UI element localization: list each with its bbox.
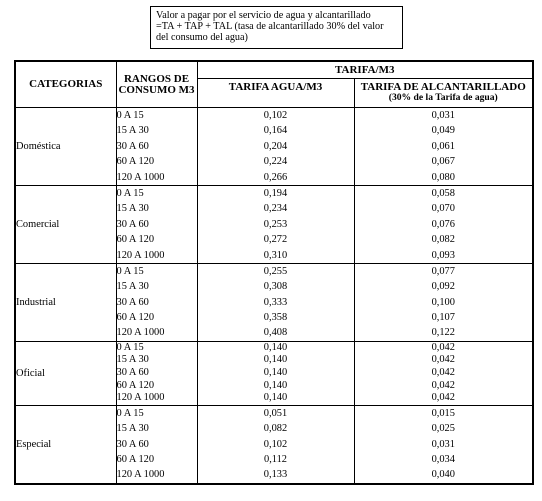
alcantarillado-value: 0,077 [431,265,455,277]
formula-note-line: Valor a pagar por el servicio de agua y alcantarillado [156,10,371,21]
range-value: 60 A 120 [116,312,155,324]
header-rangos [116,61,197,108]
range-value: 15 A 30 [116,281,149,293]
range-value: 30 A 60 [116,296,149,308]
range-cell [116,263,197,341]
header-rangos-line2: CONSUMO M3 [118,83,195,96]
range-value: 60 A 120 [116,234,155,246]
range-value: 15 A 30 [116,203,149,215]
range-value: 60 A 120 [116,454,155,465]
agua-value: 0,164 [263,125,288,137]
agua-cell [197,341,354,405]
alcantarillado-value: 0,122 [431,327,455,339]
range-value: 15 A 30 [116,354,149,366]
agua-value: 0,133 [263,469,288,481]
agua-cell [197,405,354,483]
agua-value: 0,253 [263,218,288,230]
agua-value: 0,408 [263,327,288,339]
range-value: 0 A 15 [116,110,144,121]
agua-cell [197,108,354,186]
alcantarillado-value: 0,042 [431,367,455,379]
category-cell: Especial [15,405,116,483]
range-cell [116,185,197,263]
agua-value: 0,308 [263,281,288,293]
agua-value: 0,112 [264,454,287,465]
alcantarillado-value: 0,070 [431,203,455,215]
alcantarillado-value: 0,040 [431,469,455,481]
table-row-oficial [15,341,533,405]
range-value: 60 A 120 [116,156,155,168]
header-categorias: CATEGORIAS [15,61,116,108]
range-value: 0 A 15 [116,407,144,419]
header-tarifa: TARIFA/M3 [197,61,533,79]
agua-value: 0,310 [263,249,288,261]
alcantarillado-value: 0,042 [431,392,455,404]
alcantarillado-value: 0,061 [431,140,455,152]
alcantarillado-value: 0,031 [431,110,455,121]
agua-value: 0,102 [263,110,288,121]
header-rangos-line1: RANGOS DE [123,72,190,85]
agua-value: 0,333 [263,296,288,308]
range-value: 30 A 60 [116,438,149,450]
table-row-industrial [15,263,533,341]
range-value: 120 A 1000 [116,469,165,481]
formula-note-line: =TA + TAP + TAL (tasa de alcantarillado 30% del valor [156,21,384,32]
agua-value: 0,102 [263,438,288,450]
range-value: 60 A 120 [116,379,155,391]
alcantarillado-value: 0,080 [431,171,455,183]
alcantarillado-value: 0,092 [431,281,455,293]
agua-value: 0,051 [263,407,288,419]
range-cell [116,108,197,186]
range-cell [116,341,197,405]
range-value: 0 A 15 [116,187,144,199]
alcantarillado-value: 0,100 [431,296,455,308]
agua-value: 0,224 [263,156,288,168]
agua-cell [197,263,354,341]
alcantarillado-value: 0,049 [431,125,455,137]
header-tarifa-alcantarillado [354,79,533,108]
alcantarillado-value: 0,076 [431,218,455,230]
alcantarillado-cell [354,185,533,263]
alcantarillado-value: 0,025 [431,423,455,435]
alcantarillado-value: 0,034 [431,454,455,465]
alcantarillado-value: 0,107 [431,312,455,324]
header-alcantarillado-subtitle: (30% de la Tarifa de agua) [388,92,498,103]
alcantarillado-cell [354,405,533,483]
category-cell: Industrial [15,263,116,341]
alcantarillado-cell [354,263,533,341]
range-value: 30 A 60 [116,140,149,152]
agua-value: 0,140 [263,379,288,391]
agua-cell [197,185,354,263]
alcantarillado-cell [354,341,533,405]
agua-value: 0,234 [263,203,288,215]
alcantarillado-value: 0,042 [431,379,455,391]
agua-value: 0,266 [263,171,288,183]
agua-value: 0,194 [263,187,288,199]
range-value: 15 A 30 [116,125,149,137]
category-cell: Oficial [15,341,116,405]
tariff-table [14,60,534,485]
agua-value: 0,204 [263,140,288,152]
agua-value: 0,140 [263,341,288,353]
formula-note-box [150,6,403,49]
agua-value: 0,140 [263,392,288,404]
agua-value: 0,140 [263,354,288,366]
agua-value: 0,272 [263,234,288,246]
category-cell: Doméstica [15,108,116,186]
range-value: 120 A 1000 [116,171,165,183]
agua-value: 0,255 [263,265,288,277]
range-value: 30 A 60 [116,367,149,379]
table-row-comercial [15,185,533,263]
alcantarillado-value: 0,031 [431,438,455,450]
range-value: 30 A 60 [116,218,149,230]
range-value: 15 A 30 [116,423,149,435]
range-value: 0 A 15 [116,341,144,353]
range-value: 120 A 1000 [116,249,165,261]
alcantarillado-value: 0,093 [431,249,455,261]
header-alcantarillado-title: TARIFA DE ALCANTARILLADO [360,81,526,93]
alcantarillado-value: 0,042 [431,341,455,353]
range-value: 0 A 15 [116,265,144,277]
agua-value: 0,140 [263,367,288,379]
alcantarillado-cell [354,108,533,186]
formula-note-line: del consumo del agua) [156,32,248,43]
agua-value: 0,082 [263,423,288,435]
alcantarillado-value: 0,082 [431,234,455,246]
agua-value: 0,358 [263,312,288,324]
table-row-domestica [15,108,533,186]
range-value: 120 A 1000 [116,327,165,339]
category-cell: Comercial [15,185,116,263]
table-row-especial [15,405,533,483]
range-cell [116,405,197,483]
alcantarillado-value: 0,042 [431,354,455,366]
alcantarillado-value: 0,067 [431,156,455,168]
range-value: 120 A 1000 [116,392,165,404]
header-tarifa-agua: TARIFA AGUA/M3 [197,79,354,108]
alcantarillado-value: 0,015 [431,407,455,419]
alcantarillado-value: 0,058 [431,187,455,199]
